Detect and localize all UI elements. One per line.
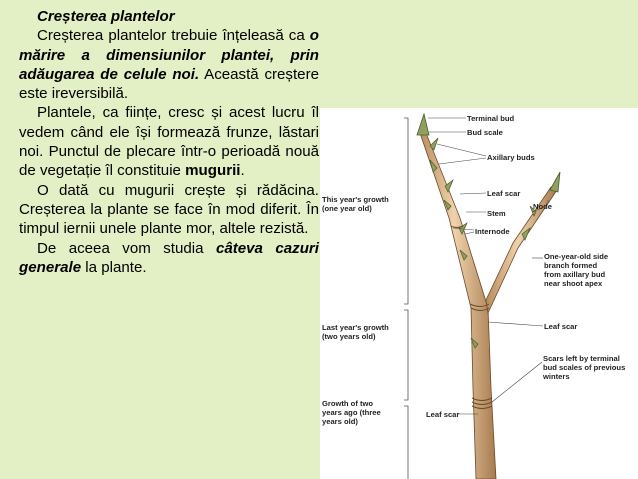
- label-last-year-1: Last year's growth: [322, 323, 389, 332]
- p4-emphasis: câteva cazuri generale: [19, 239, 319, 276]
- label-leaf-scar: Leaf scar: [487, 189, 521, 198]
- p1-emphasis: o mărire a dimensiunilor plantei, prin adăugarea de celule noi.: [19, 27, 319, 83]
- label-side-branch-1: One-year-old side: [544, 252, 609, 261]
- label-axillary-buds: Axillary buds: [487, 153, 535, 162]
- label-node: Node: [533, 202, 552, 211]
- p1-text-end: Această creștere este ireversibilă.: [19, 65, 319, 103]
- label-last-year-2: (two years old): [322, 332, 376, 341]
- label-bud-scale: Bud scale: [467, 128, 503, 137]
- p1-text: Creșterea plantelor trebuie înțeleasă ca: [37, 27, 310, 45]
- label-two-years-1: Growth of two: [322, 399, 374, 408]
- p2-emphasis: mugurii: [185, 162, 241, 180]
- label-this-year-2: (one year old): [322, 204, 372, 213]
- paragraph-4: [19, 239, 319, 278]
- branch-terminal-bud: [550, 172, 560, 192]
- p4-text-end: la plante.: [81, 258, 147, 276]
- label-scars-3: winters: [543, 372, 570, 381]
- terminal-bud: [417, 114, 429, 135]
- label-leaf-scar-2: Leaf scar: [544, 322, 578, 331]
- paragraph-3: O dată cu mugurii crește și rădăcina. Creșterea la plante se face în mod diferit. În timpul iernii unele plante mor, altele rezistă.: [19, 181, 319, 238]
- twig-illustration: [320, 108, 638, 479]
- label-scars-1: Scars left by terminal: [543, 354, 620, 363]
- label-side-branch-2: branch formed: [544, 261, 598, 270]
- paragraph-2: [19, 103, 319, 180]
- label-side-branch-4: near shoot apex: [544, 279, 603, 288]
- page-title: Creșterea plantelor: [37, 8, 175, 25]
- label-stem: Stem: [487, 209, 506, 218]
- text-block: [19, 7, 319, 277]
- p2-text: Plantele, ca ființe, cresc și acest lucru îl vedem când ele își formează frunze, lăstari noi. Punctul de plecare într-o perioadă nouă de vegetație îl constituie: [19, 104, 319, 180]
- label-side-branch-3: from axillary bud: [544, 270, 606, 279]
- twig-diagram: [320, 108, 638, 479]
- label-terminal-bud: Terminal bud: [467, 114, 515, 123]
- label-two-years-2: years ago (three: [322, 408, 381, 417]
- p2-text-end: .: [240, 162, 245, 180]
- paragraph-1: [19, 26, 319, 103]
- label-internode: Internode: [475, 227, 510, 236]
- p4-text: De aceea vom studia: [37, 239, 216, 257]
- label-scars-2: bud scales of previous: [543, 363, 626, 372]
- label-two-years-3: years old): [322, 417, 358, 426]
- label-this-year-1: This year's growth: [322, 195, 389, 204]
- growth-brackets: [404, 118, 408, 479]
- label-leaf-scar-3: Leaf scar: [426, 410, 460, 419]
